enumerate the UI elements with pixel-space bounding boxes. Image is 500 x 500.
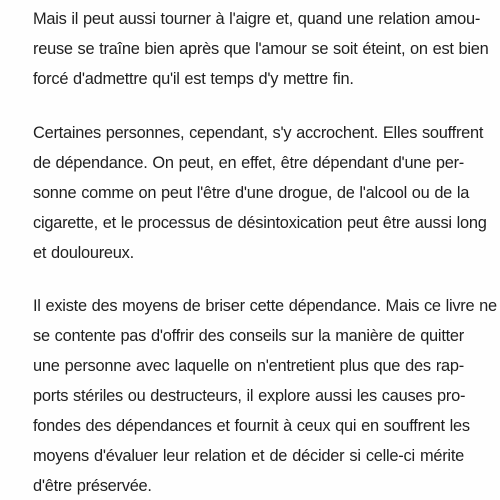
text-line: et douloureux. [33,244,134,262]
text-line: d'être préservée. [33,477,152,495]
text-line: se contente pas d'offrir des conseils sur la manière de quitter [33,327,464,345]
text-line: moyens d'évaluer leur relation et de décider si celle-ci mérite [33,447,464,465]
text-line: forcé d'admettre qu'il est temps d'y mettre fin. [33,70,354,88]
paragraph-1 [33,0,489,94]
paragraph-2 [33,94,487,268]
text-line: sonne comme on peut l'être d'une drogue, de l'alcool ou de la [33,184,470,202]
text-line: reuse se traîne bien après que l'amour se soit éteint, on est bien [33,40,489,58]
text-line: une personne avec laquelle on n'entretient plus que des rap- [33,357,464,375]
text-line: cigarette, et le processus de désintoxication peut être aussi long [33,214,487,232]
text-line: Certaines personnes, cependant, s'y accrochent. Elles souffrent [33,124,484,142]
text-line: Il existe des moyens de briser cette dépendance. Mais ce livre ne [33,297,497,315]
text-line: fondes des dépendances et fournit à ceux qui en souffrent les [33,417,470,435]
text-line: ports stériles ou destructeurs, il explore aussi les causes pro- [33,387,466,405]
text-line: de dépendance. On peut, en effet, être dépendant d'une per- [33,154,464,172]
paragraph-3 [33,268,497,500]
text-line: Mais il peut aussi tourner à l'aigre et, quand une relation amou- [33,10,481,28]
